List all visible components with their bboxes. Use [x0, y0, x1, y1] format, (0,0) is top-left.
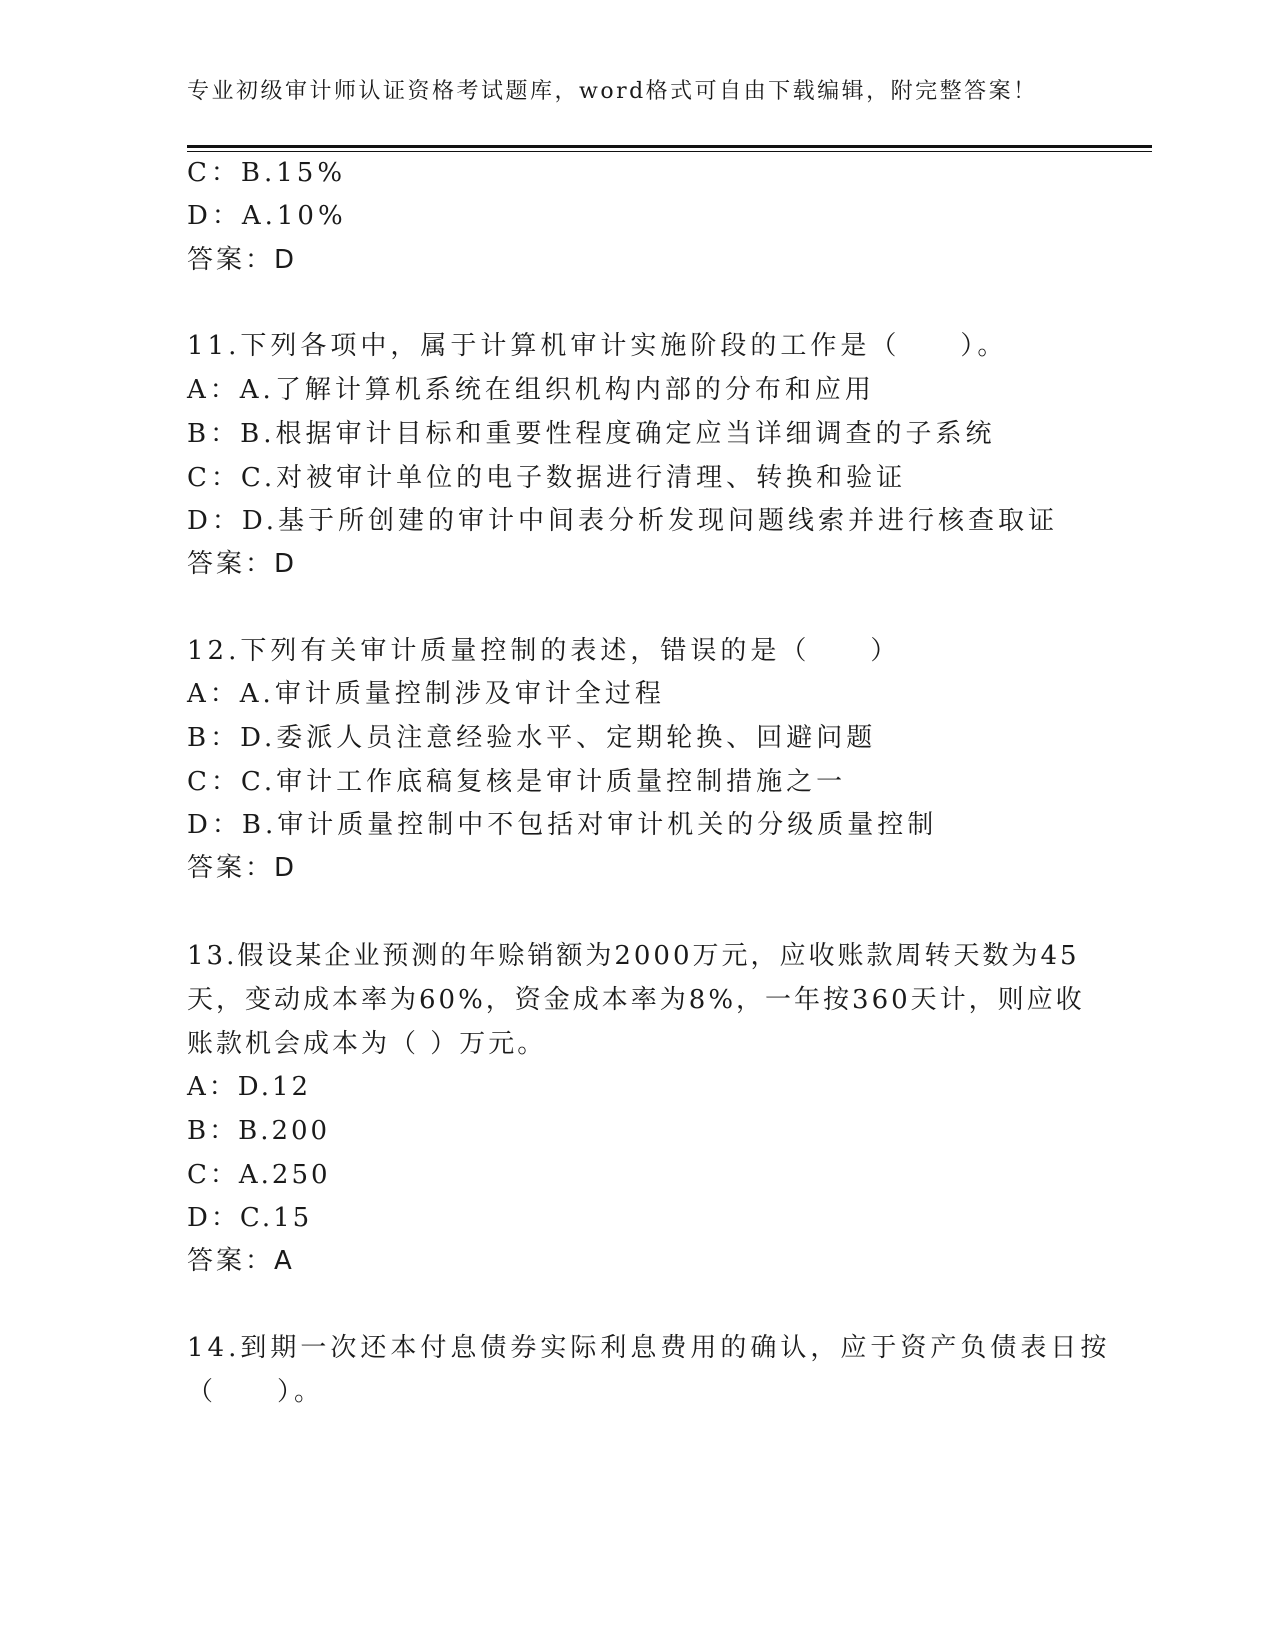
option-d: D：B.审计质量控制中不包括对审计机关的分级质量控制	[187, 810, 938, 840]
question-stem-line: 14.到期一次还本付息债券实际利息费用的确认，应于资产负债表日按	[187, 1333, 1111, 1363]
header-rule-thin	[187, 151, 1152, 152]
question-stem-line: 账款机会成本为（ ）万元。	[187, 1029, 547, 1059]
page-header: 专业初级审计师认证资格考试题库，word格式可自由下载编辑，附完整答案！	[187, 79, 1038, 104]
option-d: D：A.10%	[187, 201, 347, 231]
answer: 答案：D	[187, 245, 298, 275]
option-d: D：C.15	[187, 1203, 313, 1233]
option-c: C：C.对被审计单位的电子数据进行清理、转换和验证	[187, 463, 907, 493]
question-stem-line: 天，变动成本率为60%，资金成本率为8%，一年按360天计，则应收	[187, 985, 1085, 1015]
question-stem: 12.下列有关审计质量控制的表述，错误的是（ ）	[187, 636, 901, 666]
option-c: C：B.15%	[187, 158, 347, 188]
option-b: B：B.根据审计目标和重要性程度确定应当详细调查的子系统	[187, 419, 996, 449]
option-c: C：C.审计工作底稿复核是审计质量控制措施之一	[187, 767, 847, 797]
answer: 答案：A	[187, 1246, 295, 1276]
answer: 答案：D	[187, 549, 298, 579]
answer: 答案：D	[187, 853, 298, 883]
header-rule	[187, 145, 1152, 148]
option-c: C：A.250	[187, 1160, 331, 1190]
option-a: A：A.了解计算机系统在组织机构内部的分布和应用	[187, 375, 875, 405]
question-stem-line: （ ）。	[187, 1377, 325, 1407]
option-a: A：A.审计质量控制涉及审计全过程	[187, 679, 665, 709]
question-stem: 11.下列各项中，属于计算机审计实施阶段的工作是（ ）。	[187, 331, 1008, 361]
option-b: B：B.200	[187, 1116, 331, 1146]
option-a: A：D.12	[187, 1072, 312, 1102]
option-b: B：D.委派人员注意经验水平、定期轮换、回避问题	[187, 723, 877, 753]
question-stem-line: 13.假设某企业预测的年赊销额为2000万元，应收账款周转天数为45	[187, 941, 1080, 971]
option-d: D：D.基于所创建的审计中间表分析发现问题线索并进行核查取证	[187, 506, 1059, 536]
